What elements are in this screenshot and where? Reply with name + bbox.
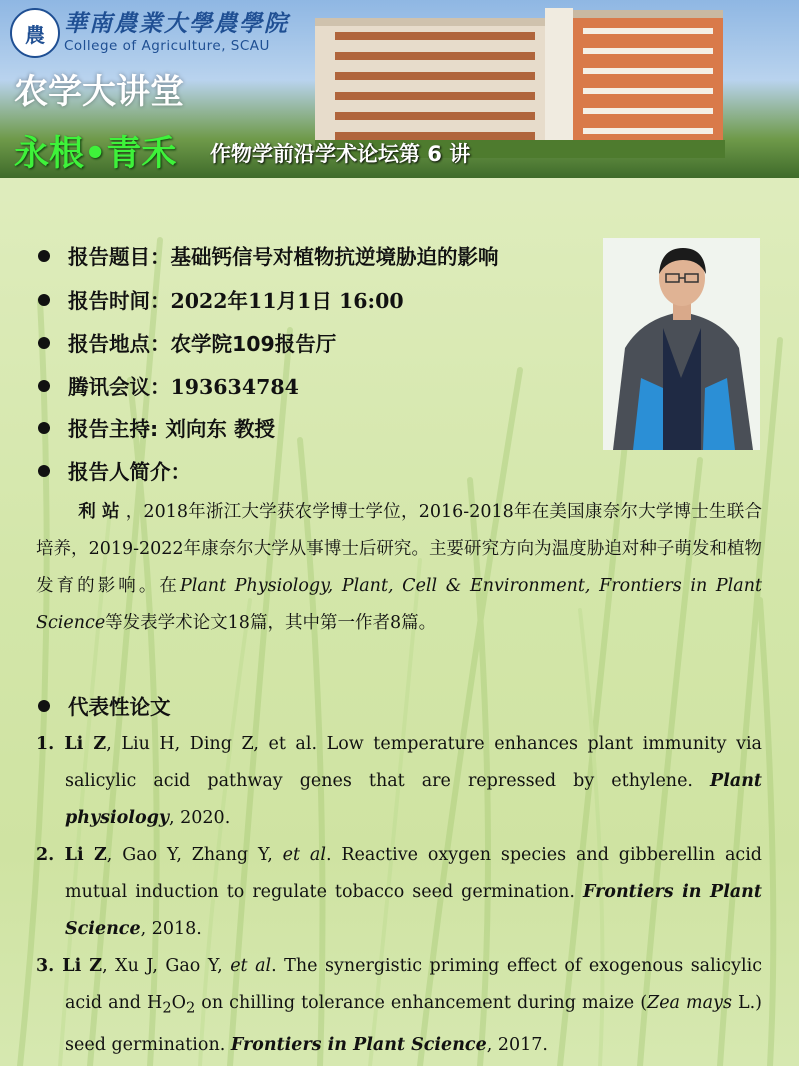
report-host-row: [38, 412, 275, 442]
paper-item: [36, 837, 762, 948]
college-name-english: College of Agriculture, SCAU: [64, 38, 270, 54]
bullet-icon: [38, 337, 50, 349]
header-banner: [0, 0, 799, 178]
paper-citation-text: , Xu J, Gao Y,: [102, 956, 231, 976]
papers-heading-label: 代表性论文: [68, 695, 171, 719]
paper-citation-text: , Liu H, Ding Z, et al. Low temperature enhances plant immunity via salicylic acid pathway genes that are repressed by ethylene.: [65, 734, 762, 791]
bio-text-1: ，2018年浙江大学获农学博士学位，2016-2018年在美国康奈尔大学博士生联合培养，2019-2022年康奈尔大学从事博士后研究。主要研究方向为温度胁迫对种子萌发和植物发育的影响。在: [36, 502, 762, 596]
papers-heading: [38, 690, 171, 720]
paper-journal: Frontiers in Plant Science: [230, 1034, 487, 1055]
speaker-bio-heading: [38, 455, 191, 485]
report-place-row: [38, 327, 336, 357]
bullet-icon: [38, 422, 50, 434]
building-illustration: [315, 8, 725, 158]
paper-first-author: Li Z: [64, 845, 107, 865]
paper-item: [36, 948, 762, 1064]
forum-title: 作物学前沿学术论坛第 6 讲: [210, 142, 471, 166]
papers-list: [36, 726, 762, 1064]
tencent-meeting-row: [38, 370, 299, 400]
paper-subscript: 2: [185, 999, 196, 1017]
bio-journals: Plant Physiology, Plant, Cell & Environment, Frontiers in Plant Science: [36, 576, 763, 633]
paper-journal: Frontiers in Plant Science: [65, 882, 762, 939]
paper-et-al: et al: [282, 845, 326, 865]
speaker-bio-paragraph: [36, 494, 762, 642]
report-time-row: [38, 284, 404, 314]
paper-citation-text: O: [171, 993, 186, 1013]
college-emblem-icon: 農: [10, 8, 60, 58]
bullet-icon: [38, 700, 50, 712]
report-host-value: 刘向东 教授: [165, 417, 275, 441]
report-place-label: 报告地点：: [68, 332, 171, 356]
paper-citation-text: . Reactive oxygen species and gibberellin acid mutual induction to regulate tobacco seed germination.: [65, 845, 762, 902]
paper-first-author: Li Z: [64, 734, 107, 754]
paper-species: Zea mays: [647, 993, 732, 1013]
paper-citation-text: on chilling tolerance enhancement during maize (: [195, 993, 648, 1013]
report-time-label: 报告时间：: [68, 289, 171, 313]
college-name-chinese: 華南農業大學農學院: [64, 10, 289, 37]
paper-journal: Plant physiology: [65, 771, 762, 828]
report-title-label: 报告题目：: [68, 245, 171, 269]
paper-year: , 2017.: [486, 1034, 548, 1055]
paper-first-author: Li Z: [62, 956, 103, 976]
speaker-name: 利站: [78, 502, 126, 522]
tencent-meeting-id: 193634784: [170, 375, 299, 399]
paper-citation-text: , Gao Y, Zhang Y,: [106, 845, 283, 865]
paper-number: 1.: [36, 734, 65, 754]
bullet-icon: [38, 294, 50, 306]
speaker-bio-label: 报告人简介：: [68, 460, 191, 484]
report-time-value: 2022年11月1日 16:00: [170, 289, 404, 313]
paper-year: , 2020.: [169, 808, 231, 828]
series-name: 永根•青禾: [14, 134, 177, 174]
report-place-value: 农学院109报告厅: [170, 332, 337, 356]
paper-citation-text: L.) seed germination.: [65, 993, 762, 1055]
bullet-icon: [38, 380, 50, 392]
speaker-photo: [603, 238, 760, 450]
report-host-label: 报告主持:: [68, 417, 166, 441]
paper-et-al: et al: [230, 956, 272, 976]
bullet-icon: [38, 465, 50, 477]
paper-year: , 2018.: [140, 919, 202, 939]
report-title-row: [38, 240, 499, 270]
report-title-value: 基础钙信号对植物抗逆境胁迫的影响: [170, 245, 499, 269]
paper-number: 2.: [36, 845, 65, 865]
paper-number: 3.: [36, 956, 63, 976]
tencent-meeting-label: 腾讯会议：: [68, 375, 171, 399]
lecture-title: 农学大讲堂: [14, 72, 184, 112]
paper-subscript: 2: [162, 999, 172, 1017]
bio-text-2: 等发表学术论文18篇，其中第一作者8篇。: [105, 613, 437, 633]
paper-item: [36, 726, 762, 837]
bullet-icon: [38, 250, 50, 262]
paper-citation-text: . The synergistic priming effect of exogenous salicylic acid and H: [65, 956, 762, 1013]
